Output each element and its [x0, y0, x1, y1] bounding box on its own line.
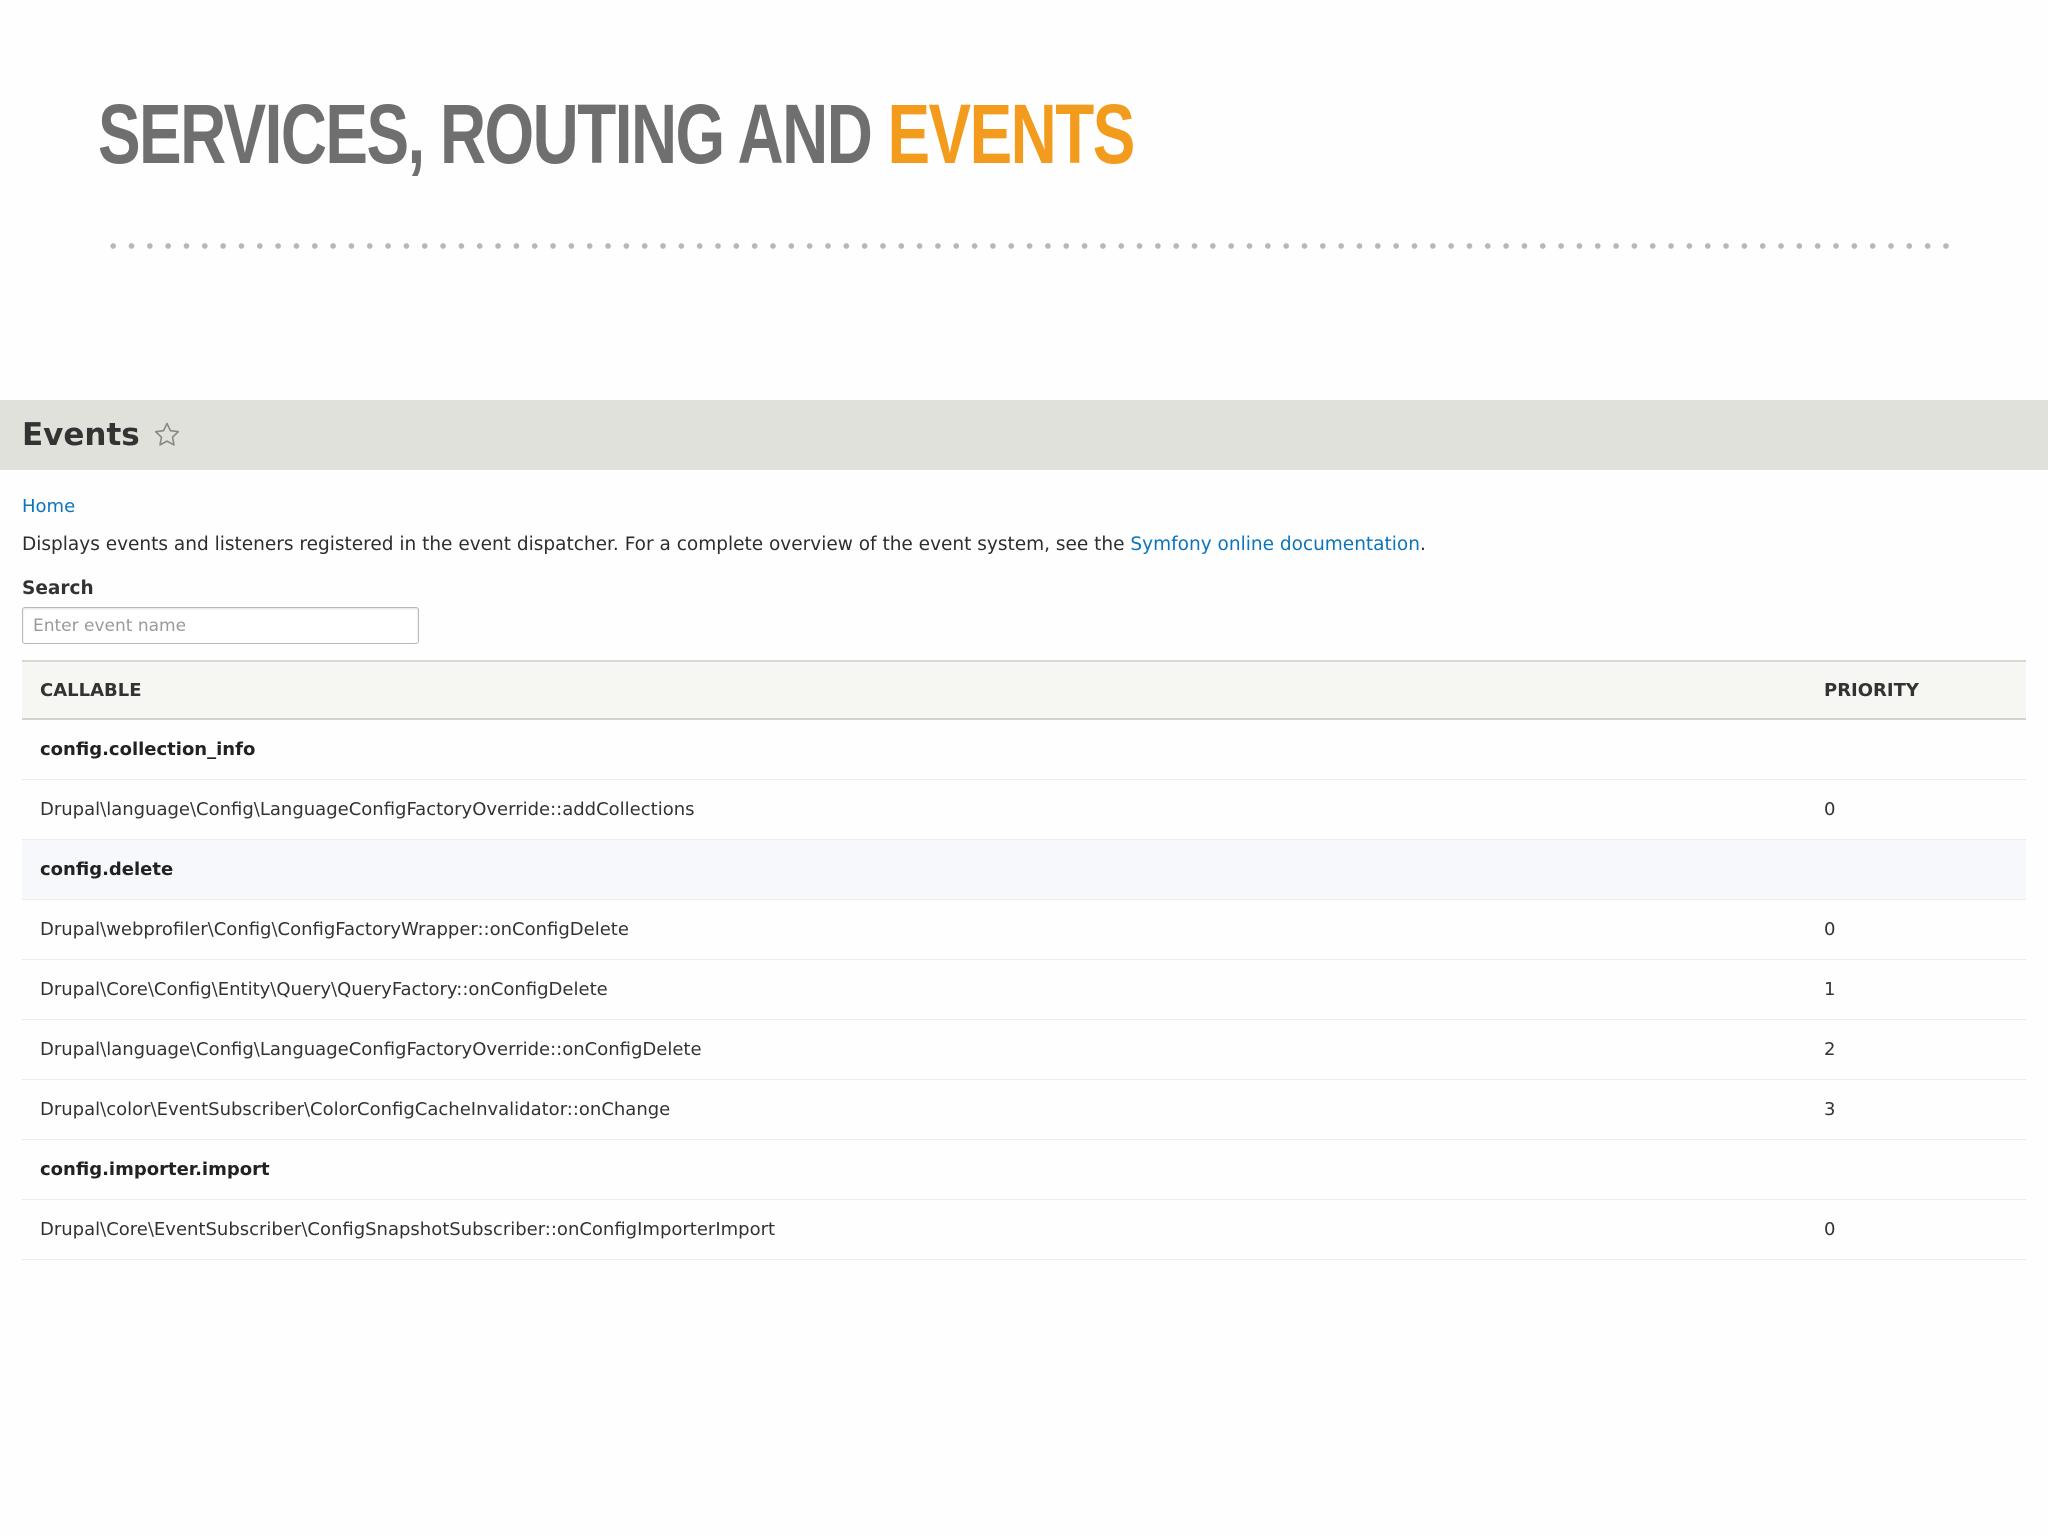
listener-callable: Drupal\language\Config\LanguageConfigFactoryOverride::addCollections	[22, 779, 1806, 839]
description-end: .	[1419, 534, 1426, 555]
table-row	[22, 1139, 2026, 1199]
column-header-callable: CALLABLE	[22, 661, 1806, 719]
listener-callable: Drupal\Core\EventSubscriber\ConfigSnapshotSubscriber::onConfigImporterImport	[22, 1199, 1806, 1259]
page-description	[22, 534, 1426, 555]
table-row	[22, 959, 2026, 1019]
events-table	[22, 660, 2026, 1260]
slide-title-accent: EVENTS	[887, 87, 1134, 181]
priority-cell: 3	[1806, 1079, 2026, 1139]
table-row	[22, 1079, 2026, 1139]
star-outline-icon[interactable]	[152, 420, 182, 450]
table-row	[22, 719, 2026, 779]
event-name: config.collection_info	[22, 719, 1806, 779]
description-text: Displays events and listeners registered in the event dispatcher. For a complete overview of the event system, see the	[22, 534, 1131, 555]
breadcrumb-home-link[interactable]: Home	[22, 496, 76, 517]
priority-cell: 2	[1806, 1019, 2026, 1079]
column-header-priority: PRIORITY	[1806, 661, 2026, 719]
event-name: config.delete	[22, 839, 1806, 899]
listener-callable: Drupal\language\Config\LanguageConfigFactoryOverride::onConfigDelete	[22, 1019, 1806, 1079]
dotted-divider	[104, 243, 1952, 249]
priority-cell: 0	[1806, 899, 2026, 959]
slide-title-plain: SERVICES, ROUTING AND	[98, 87, 888, 181]
priority-cell	[1806, 1139, 2026, 1199]
priority-cell: 1	[1806, 959, 2026, 1019]
symfony-documentation-link[interactable]: Symfony online documentation	[1130, 534, 1420, 555]
table-row	[22, 1019, 2026, 1079]
priority-cell: 0	[1806, 779, 2026, 839]
table-row	[22, 899, 2026, 959]
event-name: config.importer.import	[22, 1139, 1806, 1199]
search-label: Search	[22, 578, 94, 599]
page-title: Events	[22, 417, 140, 453]
priority-cell: 0	[1806, 1199, 2026, 1259]
listener-callable: Drupal\Core\Config\Entity\Query\QueryFactory::onConfigDelete	[22, 959, 1806, 1019]
priority-cell	[1806, 719, 2026, 779]
listener-callable: Drupal\color\EventSubscriber\ColorConfigCacheInvalidator::onChange	[22, 1079, 1806, 1139]
priority-cell	[1806, 839, 2026, 899]
table-header-row	[22, 661, 2026, 719]
page-header	[0, 400, 2048, 470]
listener-callable: Drupal\webprofiler\Config\ConfigFactoryWrapper::onConfigDelete	[22, 899, 1806, 959]
table-row	[22, 779, 2026, 839]
slide-title	[98, 87, 1134, 181]
search-input[interactable]	[22, 607, 419, 644]
table-row	[22, 1199, 2026, 1259]
table-row	[22, 839, 2026, 899]
